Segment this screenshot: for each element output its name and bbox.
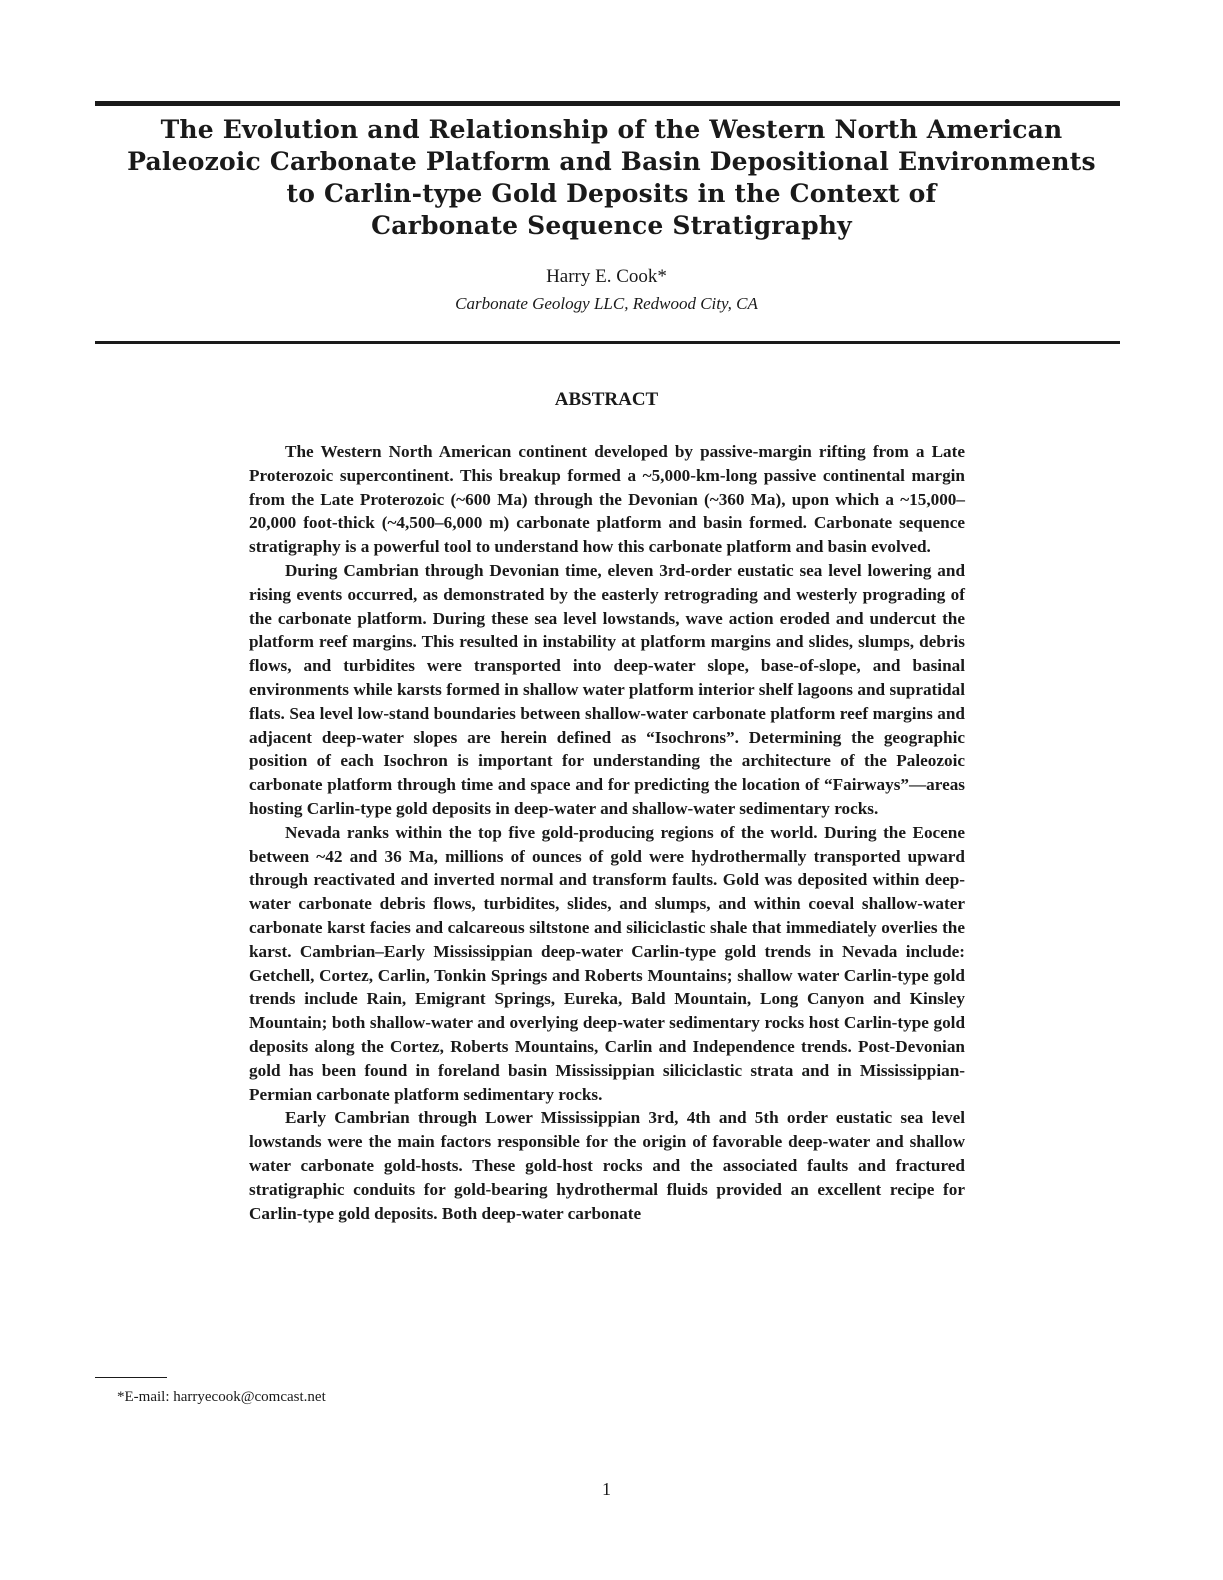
paper-title-line: The Evolution and Relationship of the Western North American <box>160 115 1063 144</box>
title-top-rule <box>95 101 1120 106</box>
header-bottom-rule <box>95 341 1120 344</box>
author-affiliation: Carbonate Geology LLC, Redwood City, CA <box>455 294 758 313</box>
footnote-rule <box>95 1377 167 1378</box>
paper-title <box>60 114 1163 242</box>
paper-title-line: Carbonate Sequence Stratigraphy <box>371 211 852 240</box>
abstract-heading: ABSTRACT <box>554 389 659 410</box>
abstract-paragraph: The Western North American continent developed by passive-margin rifting from a Late Proterozoic supercontinent. This breakup formed a ~5,000-km-long passive continental margin from the Late Proterozoic (~600 Ma) through the Devonian (~360 Ma), upon which a ~15,000–20,000 foot-thick (~4,500–6,000 m) carbonate platform and basin formed. Carbonate sequence stratigraphy is a powerful tool to understand how this carbonate platform and basin evolved. <box>249 442 965 557</box>
abstract-paragraph: During Cambrian through Devonian time, eleven 3rd-order eustatic sea level lowering and rising events occurred, as demonstrated by the easterly retrograding and westerly prograding of the carbonate platform. During these sea level lowstands, wave action eroded and undercut the platform reef margins. This resulted in instability at platform margins and slides, slumps, debris flows, and turbidites were transported into deep-water slope, base-of-slope, and basinal environments while karsts formed in shallow water platform interior shelf lagoons and supratidal flats. Sea level low-stand boundaries between shallow-water carbonate platform reef margins and adjacent deep-water slopes are herein defined as “Isochrons”. Determining the geographic position of each Isochron is important for understanding the architecture of the Paleozoic carbonate platform through time and space and for predicting the location of “Fairways”—areas hosting Carlin-type gold deposits in deep-water and shallow-water sedimentary rocks. <box>249 560 965 818</box>
author-name: Harry E. Cook* <box>546 266 667 287</box>
page-number: 1 <box>602 1479 611 1499</box>
author-email-footnote: *E-mail: harryecook@comcast.net <box>117 1389 326 1405</box>
abstract-paragraph: Nevada ranks within the top five gold-producing regions of the world. During the Eocene between ~42 and 36 Ma, millions of ounces of gold were hydrothermally transported upward through reactivated and inverted normal and transform faults. Gold was deposited within deep-water carbonate debris flows, turbidites, slides, and slumps, and within coeval shallow-water carbonate karst facies and calcareous siltstone and siliciclastic shale that immediately overlies the karst. Cambrian–Early Mississippian deep-water Carlin-type gold trends in Nevada include: Getchell, Cortez, Carlin, Tonkin Springs and Roberts Mountains; shallow water Carlin-type gold trends include Rain, Emigrant Springs, Eureka, Bald Mountain, Long Canyon and Kinsley Mountain; both shallow-water and overlying deep-water sedimentary rocks host Carlin-type gold deposits along the Cortez, Roberts Mountains, Carlin and Independence trends. Post-Devonian gold has been found in foreland basin Mississippian siliciclastic strata and in Mississippian-Permian carbonate platform sedimentary rocks. <box>249 822 965 1104</box>
paper-title-line: to Carlin-type Gold Deposits in the Context of <box>286 179 937 208</box>
abstract-paragraph: Early Cambrian through Lower Mississippian 3rd, 4th and 5th order eustatic sea level lowstands were the main factors responsible for the origin of favorable deep-water and shallow water carbonate gold-hosts. These gold-host rocks and the associated faults and fractured stratigraphic conduits for gold-bearing hydrothermal fluids provided an excellent recipe for Carlin-type gold deposits. Both deep-water carbonate <box>249 1108 965 1223</box>
paper-title-line: Paleozoic Carbonate Platform and Basin Depositional Environments <box>127 147 1096 176</box>
abstract-body <box>249 440 965 1225</box>
